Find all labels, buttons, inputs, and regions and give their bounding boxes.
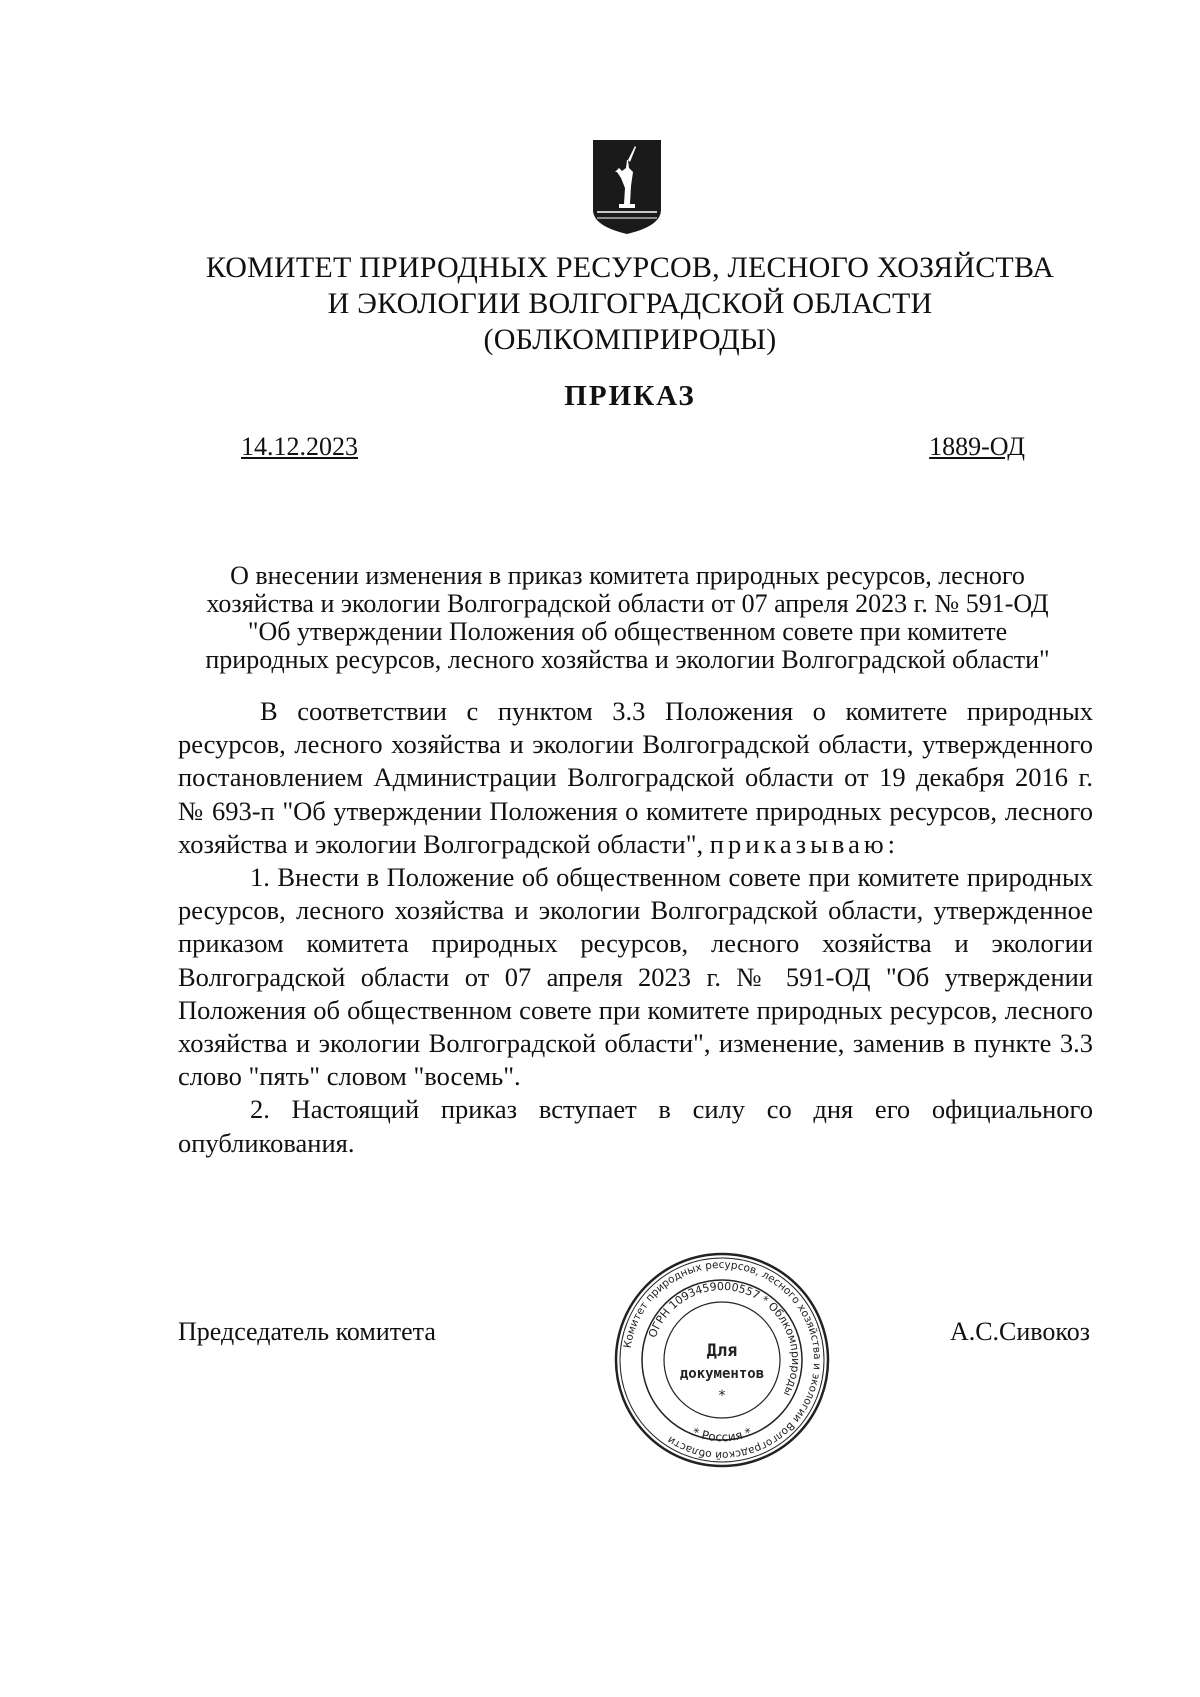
signatory-name: А.С.Сивокоз bbox=[949, 1317, 1090, 1346]
document-date: 14.12.2023 bbox=[241, 432, 358, 461]
subject-line-2: хозяйства и экологии Волгоградской области от 07 апреля 2023 г. № 591-ОД bbox=[206, 589, 1049, 618]
item-2-paragraph: 2. Настоящий приказ вступает в силу со дня его официального опубликования. bbox=[178, 1094, 1093, 1158]
official-stamp bbox=[612, 1250, 832, 1470]
volgograd-emblem-icon bbox=[591, 138, 663, 236]
org-line-3: (ОБЛКОМПРИРОДЫ) bbox=[483, 323, 777, 356]
preamble-text: В соответствии с пунктом 3.3 Положения о комитете природных ресурсов, лесного хозяйства и экологии Волгоградской области, утвержденного постановлением Администрации Волгоградской области от 19 декабря 2016 г. № 693-п "Об утверждении Положения о комитете природных ресурсов, лесного хозяйства и экологии Волгоградской области", bbox=[178, 696, 1093, 859]
stamp-star-icon: * bbox=[718, 1388, 726, 1404]
document-body bbox=[178, 695, 1093, 1160]
stamp-center-line-2: документов bbox=[679, 1366, 765, 1382]
subject-line-3: "Об утверждении Положения об общественном совете при комитете bbox=[247, 617, 1008, 646]
org-line-1: КОМИТЕТ ПРИРОДНЫХ РЕСУРСОВ, ЛЕСНОГО ХОЗЯЙСТВА bbox=[205, 251, 1055, 284]
preamble-paragraph bbox=[178, 695, 1093, 861]
item-1-paragraph: 1. Внести в Положение об общественном совете при комитете природных ресурсов, лесного хозяйства и экологии Волгоградской области, утвержденное приказом комитета природных ресурсов, лесного хозяйства и экологии Волгоградской области от 07 апреля 2023 г. № 591-ОД "Об утверждении Положения об общественном совете при комитете природных ресурсов, лесного хозяйства и экологии Волгоградской области", изменение, заменив в пункте 3.3 слово "пять" словом "восемь". bbox=[178, 862, 1093, 1092]
organization-name bbox=[150, 250, 1110, 358]
subject-line-1: О внесении изменения в приказ комитета природных ресурсов, лесного bbox=[230, 561, 1025, 590]
document-subject bbox=[160, 562, 1095, 674]
svg-text:* Россия * bbox=[690, 1425, 753, 1444]
stamp-bottom-text: * Россия * bbox=[690, 1424, 754, 1445]
decree-word: приказываю: bbox=[709, 828, 900, 859]
document-type-title: ПРИКАЗ bbox=[564, 380, 696, 412]
stamp-center-line-1: Для bbox=[706, 1341, 738, 1361]
signatory-role: Председатель комитета bbox=[178, 1317, 436, 1346]
stamp-outer-text: Комитет природных ресурсов, лесного хозяйства и экологии Волгоградской области bbox=[621, 1258, 824, 1462]
org-line-2: И ЭКОЛОГИИ ВОЛГОГРАДСКОЙ ОБЛАСТИ bbox=[327, 287, 933, 320]
subject-line-4: природных ресурсов, лесного хозяйства и экологии Волгоградской области" bbox=[205, 645, 1050, 674]
document-number: 1889-ОД bbox=[929, 432, 1025, 461]
stamp-inner-text: ОГРН 1093459000557 * Облкомприроды bbox=[645, 1279, 803, 1399]
